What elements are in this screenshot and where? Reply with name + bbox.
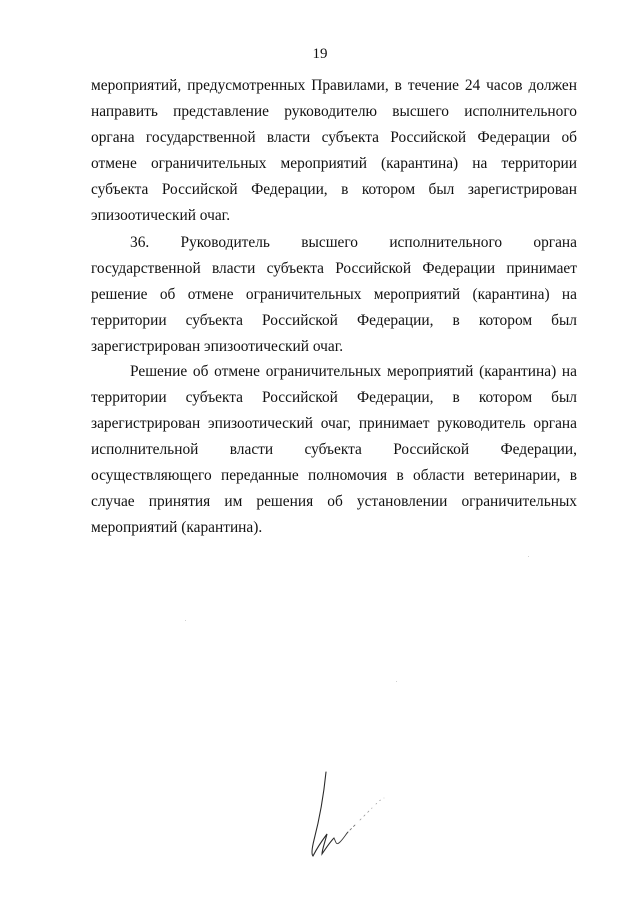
paragraph-item-36: 36. Руководитель высшего исполнительного органа государственной власти субъекта Российской Федерации принимает решение об отмене ограничительных мероприятий (карантина) на территории субъекта Российской Федерации, в котором был зарегистрирован эпизоотический очаг.: [91, 234, 577, 355]
handwritten-signature: [300, 762, 410, 872]
scan-speck: [185, 620, 186, 621]
paragraph-decision: Решение об отмене ограничительных мероприятий (карантина) на территории субъекта Российской Федерации, в котором был зарегистрирован эпизоотический очаг, принимает руководитель органа исполнительной власти субъекта Российской Федерации, осуществляющего переданные полномочия в области ветеринарии, в случае принятия им решения об установлении ограничительных мероприятий (карантина).: [91, 363, 577, 536]
page-number: 19: [312, 46, 328, 62]
scan-speck: [528, 556, 529, 557]
scan-speck: [396, 681, 397, 682]
paragraph-continuation: мероприятий, предусмотренных Правилами, в течение 24 часов должен направить представление руководителю высшего исполнительного органа государственной власти субъекта Российской Федерации об отмене ограничительных мероприятий (карантина) на территории субъекта Российской Федерации, в котором был зарегистрирован эпизоотический очаг.: [91, 77, 577, 224]
